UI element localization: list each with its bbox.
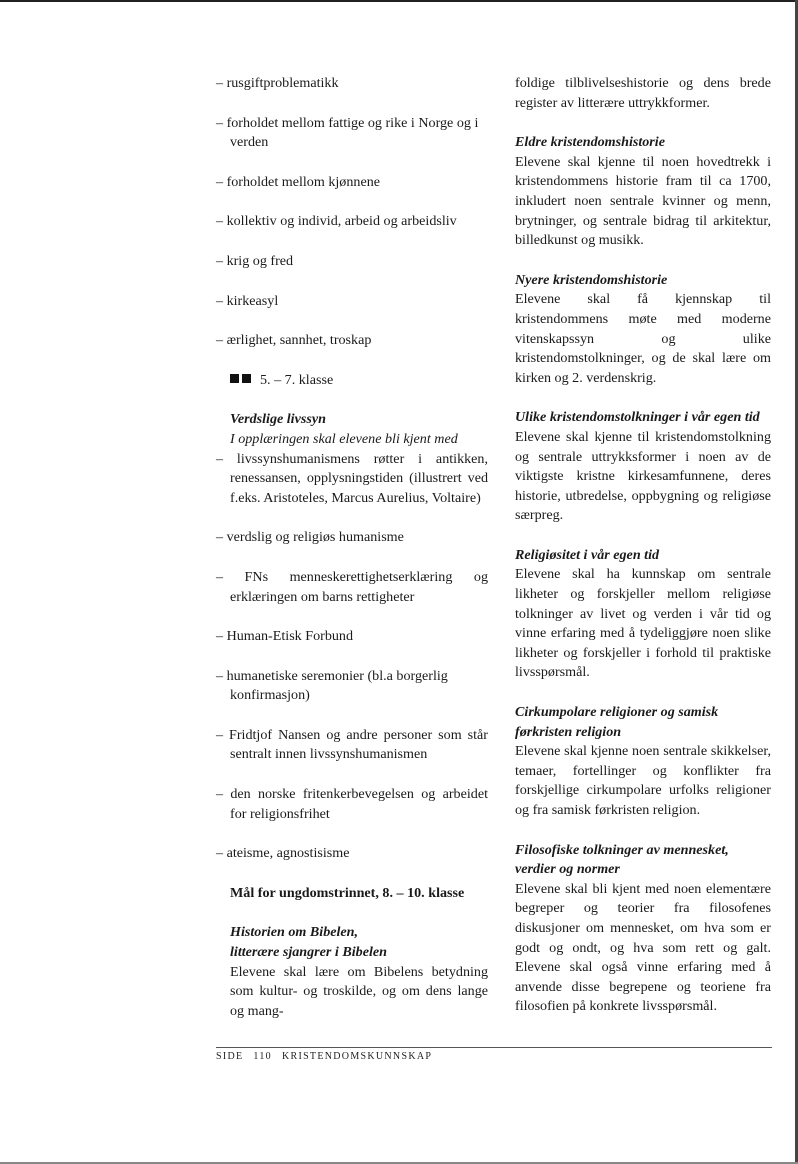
list-item: – ateisme, agnostisisme <box>216 845 350 862</box>
scan-top-edge <box>0 0 798 2</box>
stage-heading: Mål for ungdomstrinnet, 8. – 10. klasse <box>230 884 465 901</box>
footer-section-title: KRISTENDOMSKUNNSKAP <box>281 1051 433 1062</box>
footer-rule <box>216 1047 772 1048</box>
section <box>515 408 771 526</box>
section-heading: Eldre kristendomshistorie <box>515 134 665 151</box>
section-text: Elevene skal kjenne til kristendomstolkning og sentrale uttrykksformer i noen av de viktigste kristne kirkesamfunnene, deres historie, utbredelse, oppbygning og religiøse særpreg. <box>515 428 771 524</box>
section-heading: Religiøsitet i vår egen tid <box>515 546 660 563</box>
section-text: Elevene skal ha kunnskap om sentrale likheter og forskjeller mellom religiøse tolkninger av livet og verden i vår tid og vinne erfaring med å tydeliggjøre noen slike likheter og forskjeller i forhold til praktiske livsspørsmål. <box>515 566 771 681</box>
list-item: – verdslig og religiøs humanisme <box>216 529 404 546</box>
section-heading: Cirkumpolare religioner og samisk førkristen religion <box>515 704 719 740</box>
page-footer <box>216 1051 442 1062</box>
section-heading: litterære sjangrer i Bibelen <box>230 944 387 961</box>
page-number: 110 <box>253 1051 272 1062</box>
section-intro: I opplæringen skal elevene bli kjent med <box>230 430 458 447</box>
left-column <box>216 74 488 1021</box>
list-item: – FNs menneskerettighetserklæring og erklæringen om barns rettigheter <box>216 568 488 605</box>
list-item: – forholdet mellom fattige og rike i Norge og i verden <box>216 114 479 151</box>
list-item: – humanetiske seremonier (bl.a borgerlig konfirmasjon) <box>216 667 448 704</box>
section-heading: Historien om Bibelen, <box>230 924 359 941</box>
section-text: foldige tilblivelseshistorie og dens brede register av litterære uttrykkformer. <box>515 75 771 111</box>
section-text: Elevene skal kjenne til noen hovedtrekk i kristendommens historie fram til ca 1700, inkludert noen sentrale kvinner og menn, brytninger, og sentrale bidrag til arkitektur, billedkunst og musikk. <box>515 153 771 249</box>
square-bullet-icon <box>242 374 251 383</box>
right-column <box>515 74 771 1037</box>
list-item: – ærlighet, sannhet, troskap <box>216 332 372 349</box>
list-item: – den norske fritenkerbevegelsen og arbeidet for religionsfrihet <box>216 786 488 822</box>
section-text: Elevene skal kjenne noen sentrale skikkelser, temaer, fortellinger og konflikter fra forskjellige cirkumpolare urfolks religioner og fra samisk førkristen religion. <box>515 743 771 818</box>
list-item: – forholdet mellom kjønnene <box>216 173 380 190</box>
section <box>515 703 771 821</box>
section <box>515 546 771 683</box>
square-bullet-icon <box>230 374 239 383</box>
section <box>515 271 771 389</box>
list-item: – rusgiftproblematikk <box>216 75 339 91</box>
footer-side-label: SIDE <box>216 1051 244 1062</box>
list-item: – Fridtjof Nansen og andre personer som står sentralt innen livssynshumanismen <box>216 726 488 763</box>
section <box>515 841 771 1017</box>
section-text: Elevene skal få kjennskap til kristendommens møte med moderne vitenskapssyn og ulike kristendomstolkninger, og de skal lære om kirken og 2. verdenskrig. <box>515 291 771 386</box>
list-item: – krig og fred <box>216 252 294 269</box>
list-item: – kollektiv og individ, arbeid og arbeidsliv <box>216 213 457 230</box>
list-item: – Human-Etisk Forbund <box>216 628 354 645</box>
section-text: Elevene skal bli kjent med noen elementære begreper og teorier fra filosofenes diskusjoner om mennesket, om hva som er godt og ondt, og hva som rett og galt. Elevene skal også vinne erfaring med å anvende disse begrepene og teoriene fra filosofien på konkrete livsspørsmål. <box>515 880 771 1015</box>
list-item: – kirkeasyl <box>216 292 279 309</box>
section-heading: Ulike kristendomstolkninger i vår egen tid <box>515 409 760 426</box>
section-heading: Nyere kristendomshistorie <box>515 271 668 288</box>
list-item: – livssynshumanismens røtter i antikken, renessansen, opplysningstiden (illustrert ved f.eks. Aristoteles, Marcus Aurelius, Voltaire) <box>216 450 488 506</box>
stage-heading <box>230 371 488 391</box>
section-text: Elevene skal lære om Bibelens betydning som kultur- og troskilde, og om dens lange og mang- <box>230 963 488 1019</box>
section-heading: Filosofiske tolkninger av mennesket, verdier og normer <box>515 841 729 878</box>
section-heading: Verdslige livssyn <box>230 411 326 428</box>
section <box>515 133 771 251</box>
stage-label: 5. – 7. klasse <box>260 371 334 388</box>
